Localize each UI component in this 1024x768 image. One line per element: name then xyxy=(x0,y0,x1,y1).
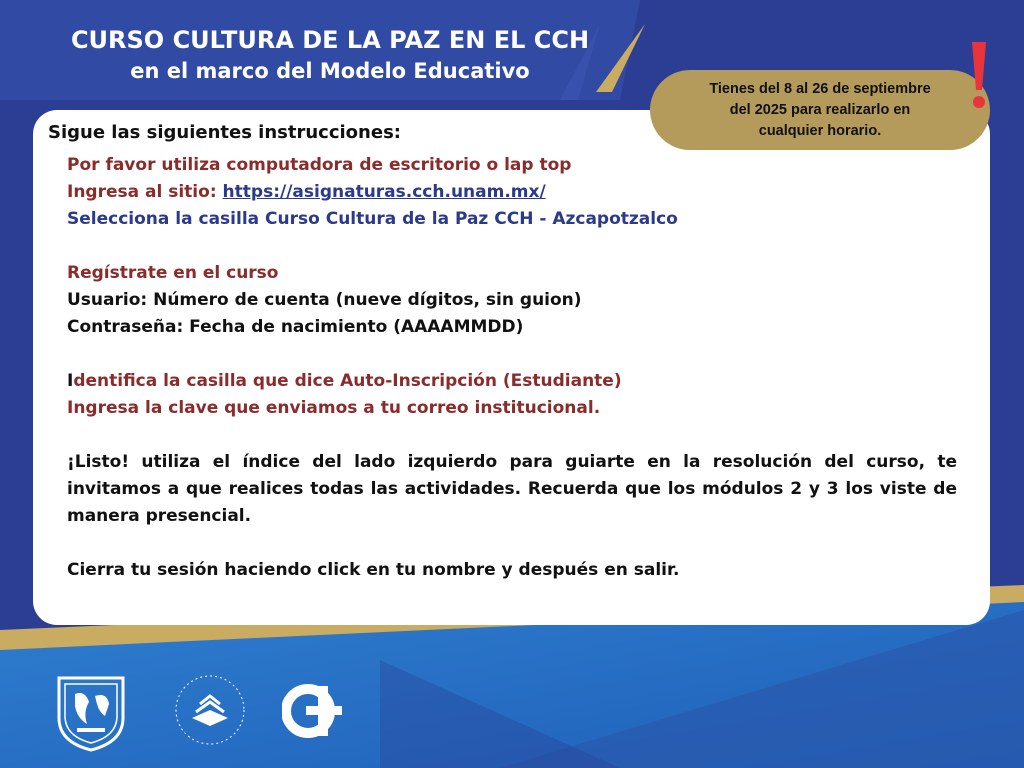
instructions-heading: Sigue las siguientes instrucciones: xyxy=(48,122,401,143)
exclamation-icon xyxy=(962,40,996,112)
step-identify-initial: I xyxy=(67,371,74,391)
logout-instruction: Cierra tu sesión haciendo click en tu nombre y después en salir. xyxy=(67,560,680,580)
password-info: Contraseña: Fecha de nacimiento (AAAAMMDD) xyxy=(67,317,524,337)
deadline-badge xyxy=(650,70,990,150)
title-line-1: CURSO CULTURA DE LA PAZ EN EL CCH xyxy=(70,26,590,54)
step-select-course: Selecciona la casilla Curso Cultura de la Paz CCH - Azcapotzalco xyxy=(67,209,678,229)
step-enter-key: Ingresa la clave que enviamos a tu correo institucional. xyxy=(67,398,601,418)
page-title xyxy=(40,24,620,86)
unam-shield-logo xyxy=(55,672,127,752)
site-link[interactable]: https://asignaturas.cch.unam.mx/ xyxy=(222,182,546,202)
deadline-text: Tienes del 8 al 26 de septiembre del 2025 para realizarlo en cualquier horario. xyxy=(709,80,931,139)
step-register: Regístrate en el curso xyxy=(67,263,279,283)
step-use-computer: Por favor utiliza computadora de escritorio o lap top xyxy=(67,155,572,175)
step-identify-rest: dentifica la casilla que dice Auto-Inscripción (Estudiante) xyxy=(73,371,622,391)
cch-logo xyxy=(282,680,344,742)
step-identify xyxy=(67,368,957,395)
cch-logo-mark xyxy=(282,680,344,742)
step-enter-site xyxy=(67,179,957,206)
user-info: Usuario: Número de cuenta (nueve dígitos, sin guion) xyxy=(67,290,582,310)
colegio-ciencias-humanidades-seal xyxy=(172,672,248,748)
instructions-body xyxy=(67,152,957,584)
title-line-2: en el marco del Modelo Educativo xyxy=(130,59,530,83)
ready-paragraph: ¡Listo! utiliza el índice del lado izquierdo para guiarte en la resolución del curso, te invitamos a que realices todas las actividades. Recuerda que los módulos 2 y 3 los viste de manera presencial. xyxy=(67,452,957,526)
step-enter-site-label: Ingresa al sitio: xyxy=(67,182,223,202)
